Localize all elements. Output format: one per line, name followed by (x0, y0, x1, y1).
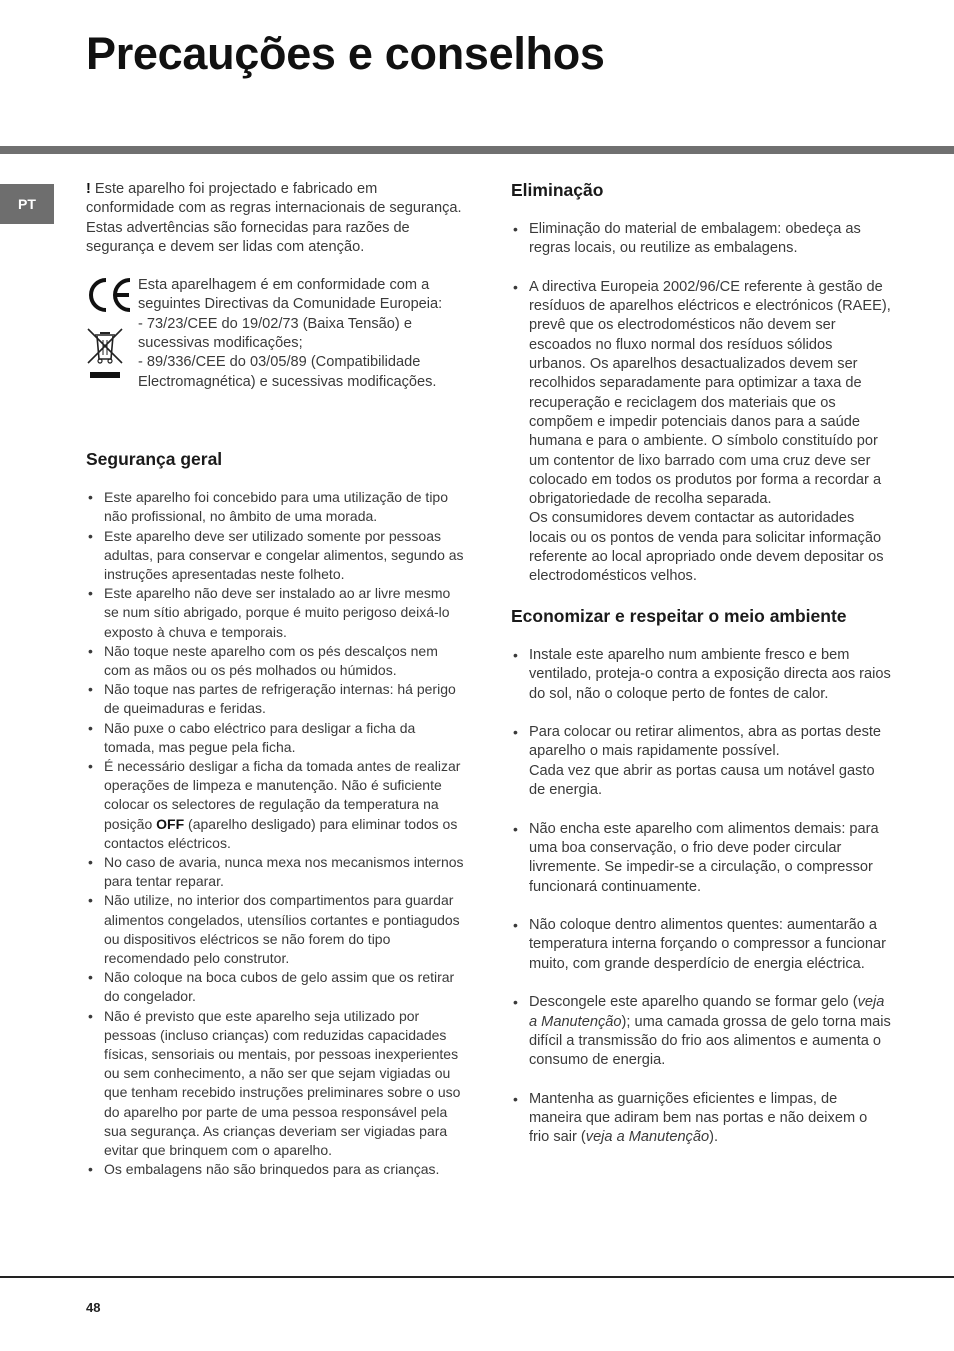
off-item-after: (aparelho desligado) para eliminar todos os contactos eléctricos. (104, 815, 458, 851)
compliance-icons (86, 276, 136, 381)
list-item: • Instale este aparelho num ambiente fresco e bem ventilado, proteja-o contra a exposição directa aos raios do sol, não o coloque perto de fontes de calor. (511, 646, 891, 704)
eliminacao-list (511, 220, 891, 587)
header-divider-bar (0, 146, 954, 154)
intro-text: Este aparelho foi projectado e fabricado em conformidade com as regras internacionais de segurança. Estas advertências são fornecidas para razões de segurança e devem ser lidas com atenção. (86, 181, 462, 255)
list-item (86, 757, 466, 853)
footer-divider (0, 1276, 954, 1278)
warning-mark: ! (86, 181, 91, 197)
manutencao-reference: veja a Manutenção (529, 994, 885, 1030)
list-item (511, 723, 891, 800)
list-item: • Não toque neste aparelho com os pés descalços nem com as mãos ou os pés molhados ou húmidos. (86, 642, 466, 680)
page-title: Precauções e conselhos (86, 28, 605, 79)
portas-text: Para colocar ou retirar alimentos, abra as portas deste aparelho o mais rapidamente possível. (529, 724, 882, 760)
list-item: • Não toque nas partes de refrigeração internas: há perigo de queimaduras e feridas. (86, 680, 466, 718)
section-heading-eliminacao: Eliminação (511, 180, 604, 200)
ce-mark-icon (86, 276, 134, 314)
list-item: • Não utilize, no interior dos compartimentos para guardar alimentos congelados, utensílios cortantes e pontiagudos ou dispositivos eléctricos se não forem do tipo recomendado pelo construtor. (86, 891, 466, 968)
descongele-after: ); uma camada grossa de gelo torna mais difícil a transmissão do frio aos alimentos e aumenta o consumo de energia. (529, 1013, 891, 1069)
list-item: • Eliminação do material de embalagem: obedeça as regras locais, ou reutilize as embalagens. (511, 220, 891, 259)
weee-continuation: Os consumidores devem contactar as autoridades locais ou os pontos de venda para solicitar informação referente ao local apropriado onde devem depositar os electrodomésticos velhos. (529, 510, 884, 585)
list-item: • Este aparelho não deve ser instalado ao ar livre mesmo se num sítio abrigado, porque é muito perigoso deixá-lo exposto à chuva e temporais. (86, 584, 466, 642)
guarnicoes-before: Mantenha as guarnições eficientes e limpas, de maneira que adiram bem nas portas e não deixem o frio sair ( (529, 1090, 868, 1146)
seguranca-list (86, 488, 466, 1179)
list-item: • Não encha este aparelho com alimentos demais: para uma boa conservação, o frio deve poder circular livremente. Se impedir-se a circulação, o compressor funcionará continuamente. (511, 820, 891, 897)
compliance-text (138, 276, 466, 392)
list-item: • Não coloque dentro alimentos quentes: aumentarão a temperatura interna forçando o compressor a funcionar muito, com grande desperdício de energia eléctrica. (511, 916, 891, 974)
portas-continuation: Cada vez que abrir as portas causa um notável gasto de energia. (529, 762, 875, 799)
list-item: • Este aparelho foi concebido para uma utilização de tipo não profissional, no âmbito de uma morada. (86, 488, 466, 526)
list-item: • Não é previsto que este aparelho seja utilizado por pessoas (incluso crianças) com reduzidas capacidades físicas, sensoriais ou mentais, por pessoas inexperientes ou sem conhecimento, a não ser que sejam vigiadas ou que tenham recebido instruções preliminares sobre o uso do aparelho por parte de uma pessoa responsável pela sua segurança. As crianças deveriam ser vigiadas para evitar que brinquem com o aparelho. (86, 1007, 466, 1161)
compliance-block (86, 276, 466, 411)
manutencao-reference: veja a Manutenção (585, 1129, 710, 1146)
intro-paragraph (86, 180, 466, 257)
compliance-line: Esta aparelhagem é em conformidade com a seguintes Directivas da Comunidade Europeia: (138, 277, 443, 313)
language-tab: PT (0, 184, 54, 224)
guarnicoes-after: ). (709, 1129, 719, 1146)
compliance-line: - 89/336/CEE do 03/05/89 (Compatibilidade Electromagnética) e sucessivas modificações. (138, 354, 437, 390)
descongele-before: Descongele este aparelho quando se formar gelo ( (529, 994, 858, 1011)
list-item: • Não puxe o cabo eléctrico para desligar a ficha da tomada, mas pegue pela ficha. (86, 719, 466, 757)
list-item: • No caso de avaria, nunca mexa nos mecanismos internos para tentar reparar. (86, 853, 466, 891)
list-item (511, 278, 891, 587)
list-item (511, 993, 891, 1070)
page-number: 48 (86, 1300, 101, 1315)
section-heading-seguranca: Segurança geral (86, 449, 223, 470)
economizar-list (511, 646, 891, 1148)
list-item (511, 1090, 891, 1148)
off-item-bold: OFF (156, 815, 185, 832)
right-column (511, 180, 891, 1167)
list-item: • Este aparelho deve ser utilizado somente por pessoas adultas, para conservar e congelar alimentos, segundo as instruções apresentadas neste folheto. (86, 527, 466, 585)
left-column (86, 180, 466, 1180)
list-item: • Os embalagens não são brinquedos para as crianças. (86, 1160, 466, 1179)
weee-text: A directiva Europeia 2002/96/CE referente à gestão de resíduos de aparelhos eléctricos e electrónicos (RAEE), prevê que os electrodomésticos não devem ser escoados no fluxo normal dos resíduos sólidos urbanos. Os aparelhos desactualizados devem ser recolhidos separadamente para optimizar a taxa de recuperação e reciclagem dos materiais que os compõem e impedir potenciais danos para a saúde humana e para o ambiente. O símbolo constituído por um contentor de lixo barrado com uma cruz deve ser colocado em todos os produtos por forma a recordar a obrigatoriedade de recolha separada. (529, 278, 891, 508)
list-item: • Não coloque na boca cubos de gelo assim que os retirar do congelador. (86, 968, 466, 1006)
compliance-line: - 73/23/CEE do 19/02/73 (Baixa Tensão) e sucessivas modificações; (138, 315, 412, 352)
section-heading-economizar: Economizar e respeitar o meio ambiente (511, 605, 847, 626)
off-item-before: É necessário desligar a ficha da tomada antes de realizar operações de limpeza e manutenção. Não é suficiente colocar os selectores de regulação da temperatura na posição (104, 758, 461, 832)
crossed-bin-icon (86, 327, 124, 381)
